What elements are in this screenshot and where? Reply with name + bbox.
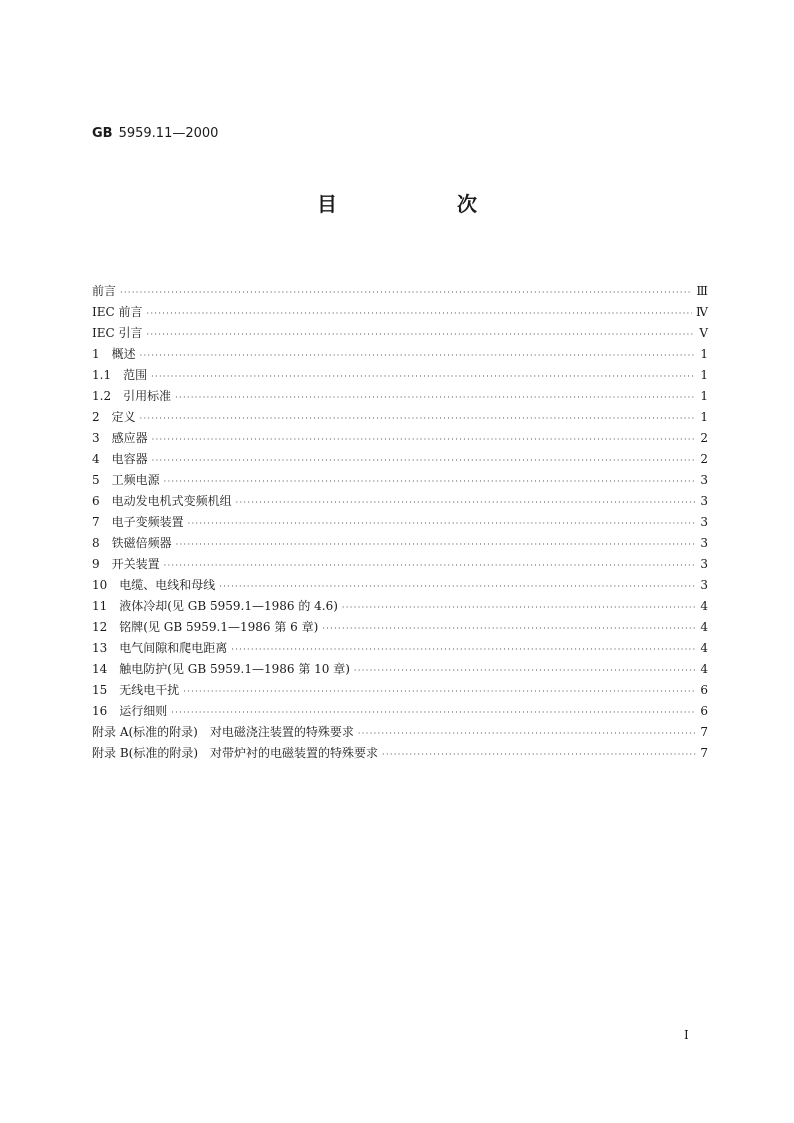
toc-entry-label: 13 电气间隙和爬电距离 [92, 641, 228, 655]
toc-entry-label: 1.1 范围 [92, 368, 148, 382]
toc-leader-dots [151, 366, 696, 387]
toc-entry-page: 3 [700, 557, 708, 571]
toc-entry-label: 4 电容器 [92, 452, 148, 466]
toc-entry-label: IEC 前言 [92, 305, 143, 319]
toc-entry-label: 11 液体冷却(见 GB 5959.1—1986 的 4.6) [92, 599, 338, 613]
toc-entry[interactable] [92, 617, 708, 638]
toc-entry-page: 4 [700, 641, 708, 655]
toc-leader-dots [164, 471, 696, 492]
toc-leader-dots [176, 534, 696, 555]
toc-entry[interactable] [92, 386, 708, 407]
toc-entry-page: 4 [700, 599, 708, 613]
toc-leader-dots [140, 345, 696, 366]
toc-leader-dots [140, 408, 696, 429]
toc-entry-page: 3 [700, 536, 708, 550]
toc-entry-page: Ⅲ [696, 284, 708, 298]
toc-entry[interactable] [92, 659, 708, 680]
toc-entry-page: 2 [700, 431, 708, 445]
toc-entry-page: 4 [700, 620, 708, 634]
toc-entry-label: 15 无线电干扰 [92, 683, 180, 697]
toc-leader-dots [175, 387, 696, 408]
toc-entry-page: Ⅳ [696, 305, 708, 319]
toc-leader-dots [147, 324, 696, 345]
toc-entry[interactable] [92, 680, 708, 701]
toc-entry[interactable] [92, 743, 708, 764]
toc-leader-dots [322, 618, 696, 639]
toc-entry[interactable] [92, 491, 708, 512]
standard-prefix: GB [92, 126, 113, 141]
toc-entry-label: 1 概述 [92, 347, 136, 361]
toc-leader-dots [152, 429, 696, 450]
toc-entry[interactable] [92, 344, 708, 365]
toc-entry-label: 10 电缆、电线和母线 [92, 578, 216, 592]
toc-entry-page: 1 [700, 410, 708, 424]
toc-entry-page: 3 [700, 578, 708, 592]
toc-leader-dots [120, 282, 692, 303]
toc-leader-dots [171, 702, 696, 723]
toc-entry-page: 6 [700, 683, 708, 697]
toc-entry-page: 1 [700, 389, 708, 403]
standard-code [92, 126, 218, 141]
toc-entry-label: 8 铁磁倍频器 [92, 536, 172, 550]
toc-entry-label: 附录 A(标准的附录) 对电磁浇注装置的特殊要求 [92, 725, 354, 739]
toc-entry-label: 前言 [92, 284, 117, 298]
toc-entry-page: 2 [700, 452, 708, 466]
toc-leader-dots [358, 723, 696, 744]
table-of-contents [92, 281, 708, 764]
toc-entry-page: 1 [700, 368, 708, 382]
toc-entry-label: 12 铭牌(见 GB 5959.1—1986 第 6 章) [92, 620, 319, 634]
toc-entry-page: 7 [700, 725, 708, 739]
toc-entry[interactable] [92, 554, 708, 575]
toc-entry[interactable] [92, 428, 708, 449]
toc-entry-page: 6 [700, 704, 708, 718]
toc-entry-label: 16 运行细则 [92, 704, 168, 718]
toc-entry[interactable] [92, 638, 708, 659]
toc-entry[interactable] [92, 302, 708, 323]
toc-entry[interactable] [92, 512, 708, 533]
toc-entry-label: 9 开关装置 [92, 557, 160, 571]
toc-entry-page: 3 [700, 473, 708, 487]
toc-entry-label: IEC 引言 [92, 326, 143, 340]
toc-leader-dots [219, 576, 696, 597]
page-title: 目 次 [317, 192, 527, 216]
toc-entry[interactable] [92, 533, 708, 554]
toc-leader-dots [164, 555, 696, 576]
toc-leader-dots [231, 639, 696, 660]
toc-leader-dots [152, 450, 696, 471]
toc-entry[interactable] [92, 449, 708, 470]
toc-leader-dots [354, 660, 696, 681]
toc-entry-page: 3 [700, 515, 708, 529]
toc-entry-label: 14 触电防护(见 GB 5959.1—1986 第 10 章) [92, 662, 350, 676]
toc-leader-dots [382, 744, 696, 765]
toc-entry[interactable] [92, 722, 708, 743]
toc-entry[interactable] [92, 470, 708, 491]
toc-entry[interactable] [92, 701, 708, 722]
toc-entry-label: 5 工频电源 [92, 473, 160, 487]
toc-entry[interactable] [92, 281, 708, 302]
toc-leader-dots [342, 597, 696, 618]
toc-leader-dots [183, 681, 696, 702]
toc-entry-label: 3 感应器 [92, 431, 148, 445]
toc-entry[interactable] [92, 323, 708, 344]
toc-entry-page: Ⅴ [699, 326, 708, 340]
standard-number: 5959.11—2000 [118, 126, 219, 141]
toc-entry-page: 1 [700, 347, 708, 361]
toc-entry-label: 7 电子变频装置 [92, 515, 184, 529]
toc-entry[interactable] [92, 575, 708, 596]
toc-entry-label: 附录 B(标准的附录) 对带炉衬的电磁装置的特殊要求 [92, 746, 378, 760]
toc-entry-label: 2 定义 [92, 410, 136, 424]
page-number: Ⅰ [684, 1028, 689, 1042]
toc-entry-label: 1.2 引用标准 [92, 389, 172, 403]
toc-entry[interactable] [92, 596, 708, 617]
toc-entry-label: 6 电动发电机式变频机组 [92, 494, 232, 508]
toc-leader-dots [147, 303, 693, 324]
toc-leader-dots [188, 513, 696, 534]
toc-entry-page: 3 [700, 494, 708, 508]
toc-entry[interactable] [92, 365, 708, 386]
toc-entry-page: 7 [700, 746, 708, 760]
toc-leader-dots [236, 492, 696, 513]
toc-entry-page: 4 [700, 662, 708, 676]
toc-entry[interactable] [92, 407, 708, 428]
